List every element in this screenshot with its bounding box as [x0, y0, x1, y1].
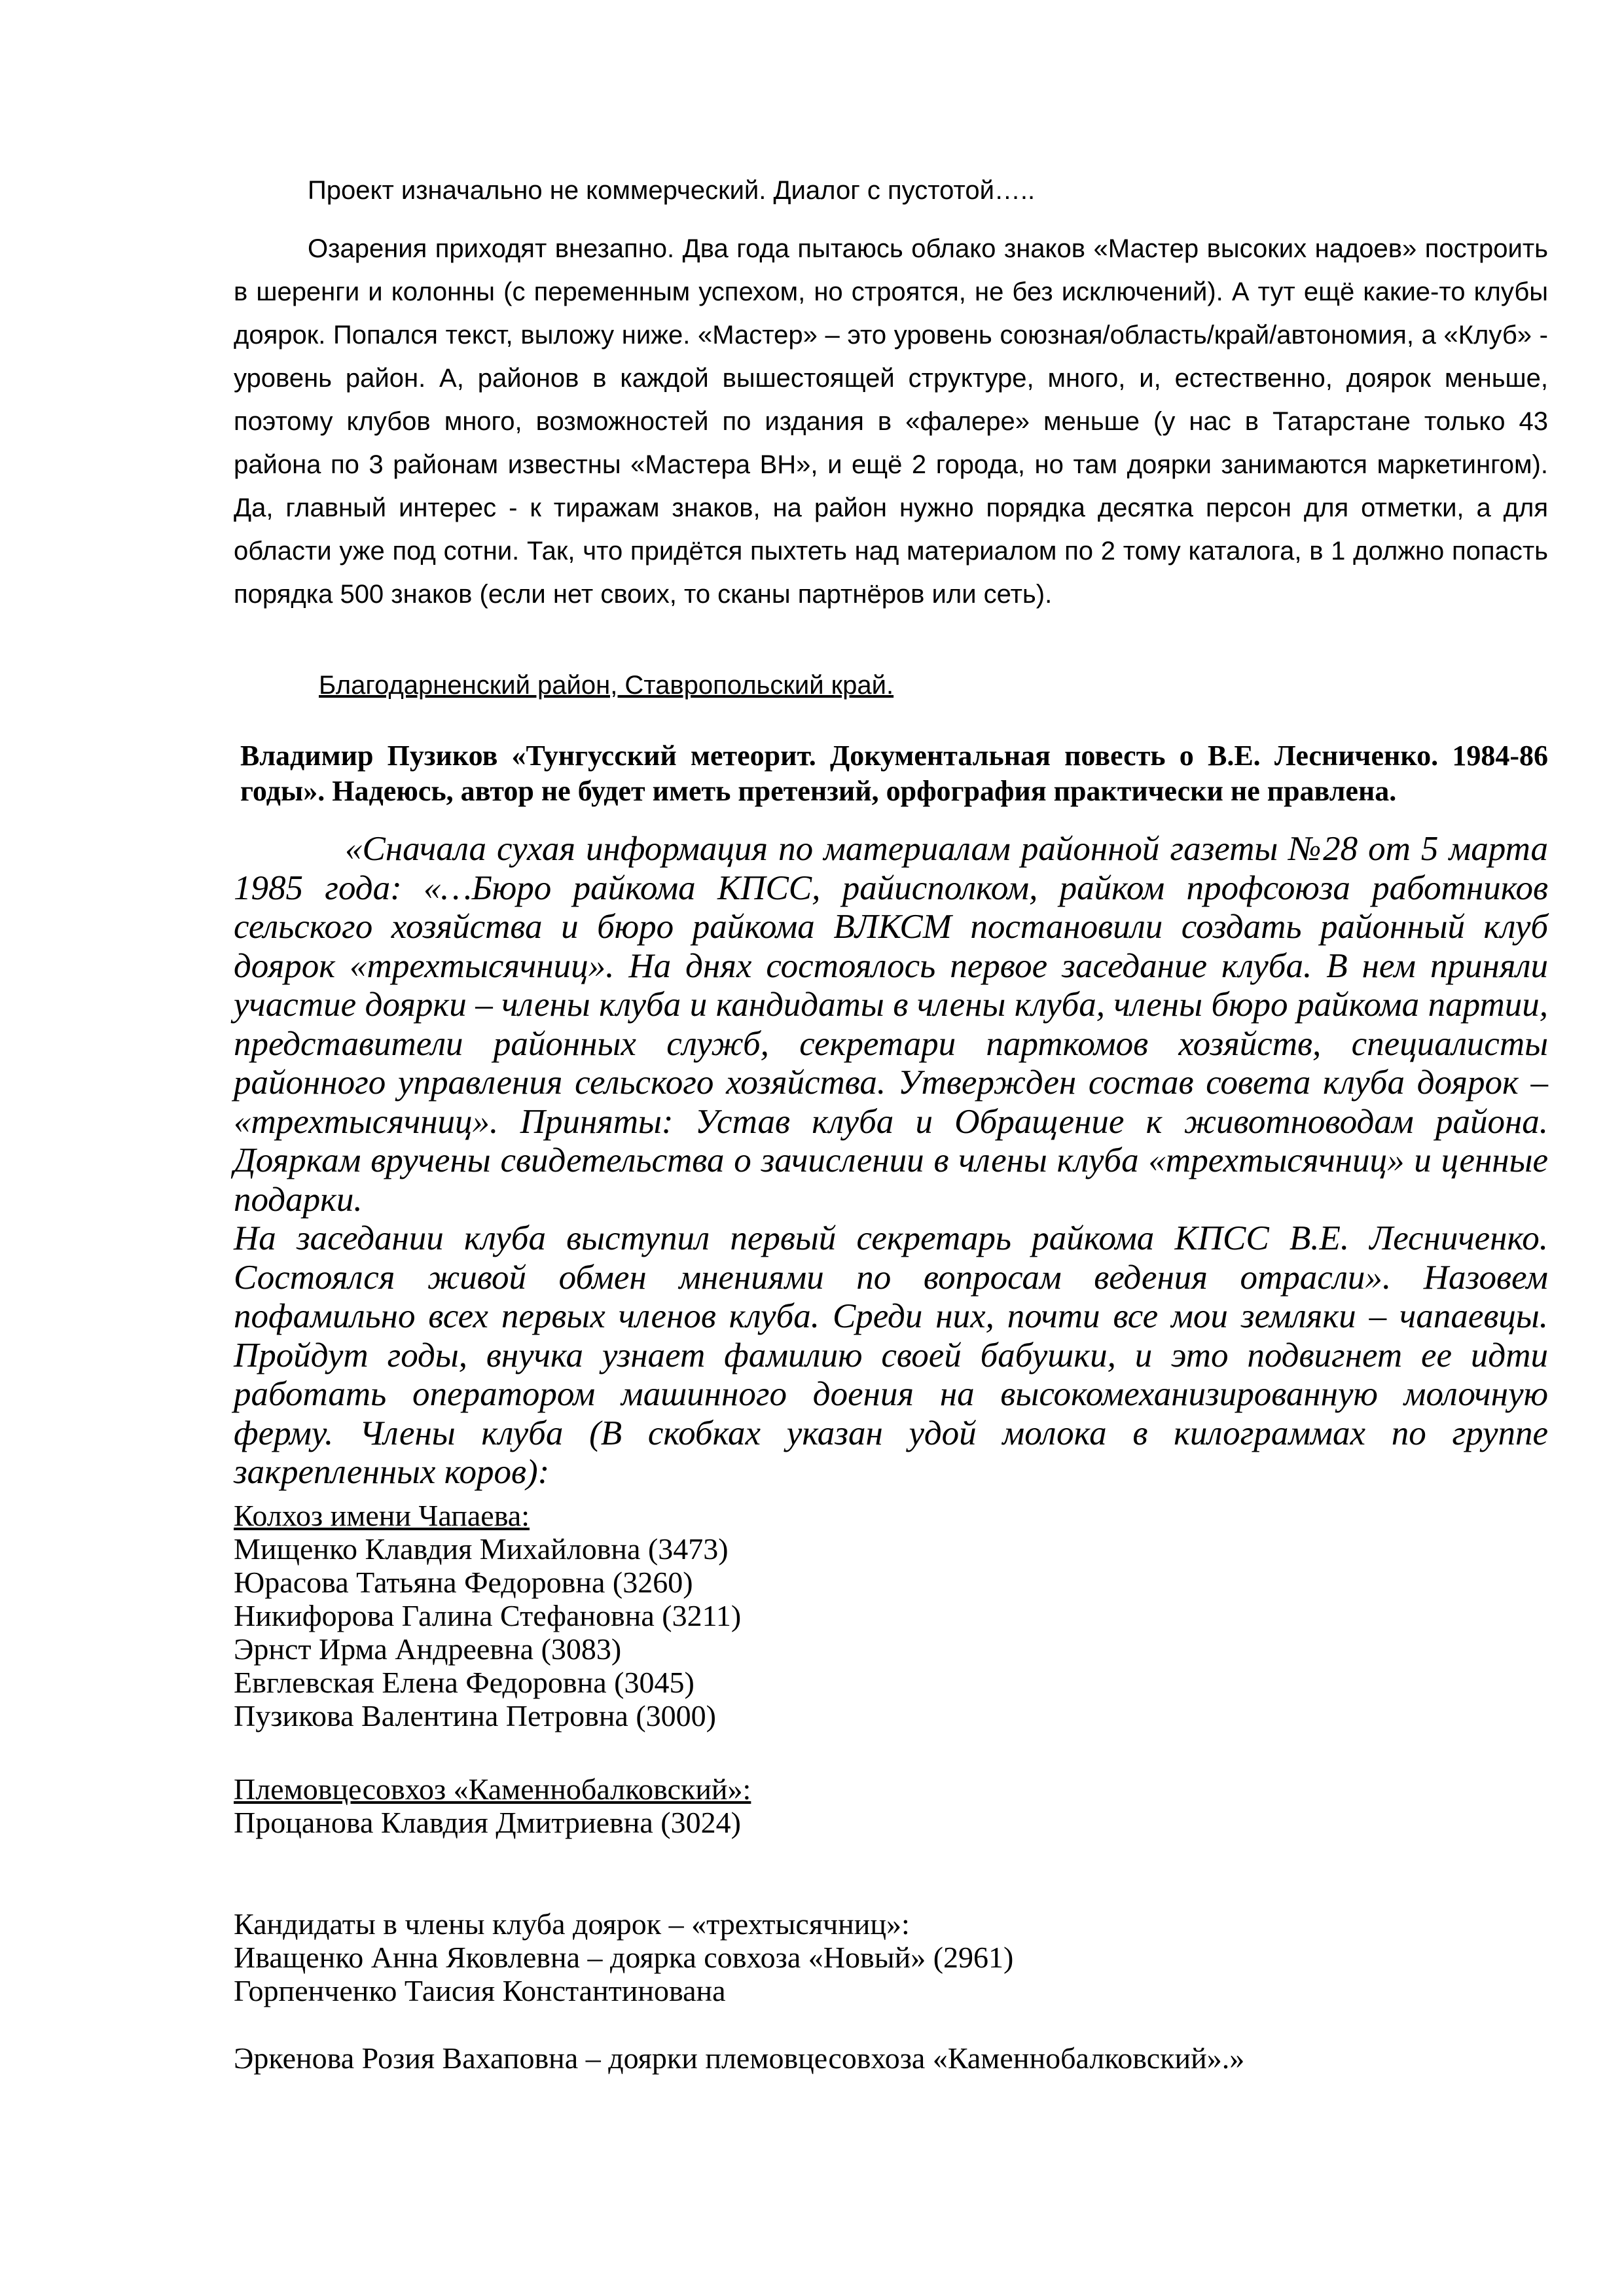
list-item: Горпенченко Таисия Константинована — [234, 1974, 726, 2007]
quote-paragraph: На заседании клуба выступил первый секретарь райкома КПСС В.Е. Лесниченко. Состоялся живой обмен мнениями по вопросам ведения отрасли». Назовем пофамильно всех первых членов клуба. Среди них, почти все мои земляки – чапаевцы. Пройдут годы, внучка узнает фамилию своей бабушки, и это подвигнет ее идти работать оператором машинного доения на высокомеханизированную молочную ферму. Члены клуба (В скобках указан удой молока в килограммах по группе закрепленных коров): — [234, 1219, 1548, 1491]
group-title: Племовцесовхоз «Каменнобалковский»: — [234, 1772, 751, 1806]
group-title: Кандидаты в члены клуба доярок – «трехтысячниц»: — [234, 1907, 910, 1941]
list-item: Мищенко Клавдия Михайловна (3473) — [234, 1532, 729, 1566]
intro-line: Проект изначально не коммерческий. Диалог с пустотой….. — [308, 176, 1036, 205]
list-item: Никифорова Галина Стефановна (3211) — [234, 1599, 742, 1632]
intro-paragraph: Озарения приходят внезапно. Два года пытаюсь облако знаков «Мастер высоких надоев» построить в шеренги и колонны (с переменным успехом, но строятся, не без исключений). А тут ещё какие-то клубы доярок. Попался текст, выложу ниже. «Мастер» – это уровень союзная/область/край/автономия, а «Клуб» - уровень район. А, районов в каждой вышестоящей структуре, много, и, естественно, доярок меньше, поэтому клубов много, возможностей по издания в «фалере» меньше (у нас в Татарстане только 43 района по 3 районам известны «Мастера ВН», и ещё 2 города, но там доярки занимаются маркетингом). Да, главный интерес - к тиражам знаков, на район нужно порядка десятка персон для отметки, а для области уже под сотни. Так, что придётся пыхтеть над материалом по 2 тому каталога, в 1 должно попасть порядка 500 знаков (если нет своих, то сканы партнёров или сеть). — [234, 234, 1548, 609]
list-item: Пузикова Валентина Петровна (3000) — [234, 1699, 716, 1732]
list-item: Евглевская Елена Федоровна (3045) — [234, 1666, 695, 1699]
list-item: Процанова Клавдия Дмитриевна (3024) — [234, 1806, 741, 1839]
quote-block — [234, 830, 1548, 1492]
list-item: Иващенко Анна Яковлевна – доярка совхоза «Новый» (2961) — [234, 1941, 1014, 1974]
list-item: Эрнст Ирма Андреевна (3083) — [234, 1632, 622, 1666]
member-group — [234, 1772, 1548, 1839]
list-item: Юрасова Татьяна Федоровна (3260) — [234, 1566, 693, 1599]
quote-paragraph: «Сначала сухая информация по материалам районной газеты №28 от 5 марта 1985 года: «…Бюро райкома КПСС, райисполком, райком профсоюза работников сельского хозяйства и бюро райкома ВЛКСМ постановили создать районный клуб доярок «трехтысячниц». На днях состоялось первое заседание клуба. В нем приняли участие доярки – члены клуба и кандидаты в члены клуба, члены бюро райкома партии, представители районных служб, секретари парткомов хозяйств, специалисты районного управления сельского хозяйства. Утвержден состав совета клуба доярок – «трехтысячниц». Приняты: Устав клуба и Обращение к животноводам района. Дояркам вручены свидетельства о зачислении в члены клуба «трехтысячниц» и ценные подарки. — [234, 830, 1548, 1219]
group-title: Колхоз имени Чапаева: — [234, 1499, 530, 1532]
source-note: Владимир Пузиков «Тунгусский метеорит. Документальная повесть о В.Е. Лесниченко. 1984-86 годы». Надеюсь, автор не будет иметь претензий, орфография практически не правлена. — [240, 740, 1548, 807]
closing-line — [234, 2041, 1548, 2075]
member-group — [234, 1907, 1548, 2007]
closing-text: Эркенова Розия Вахаповна – доярки племовцесовхоза «Каменнобалковский».» — [234, 2041, 1245, 2075]
member-group — [234, 1499, 1548, 1732]
section-heading: Благодарненский район, Ставропольский край. — [319, 671, 894, 700]
